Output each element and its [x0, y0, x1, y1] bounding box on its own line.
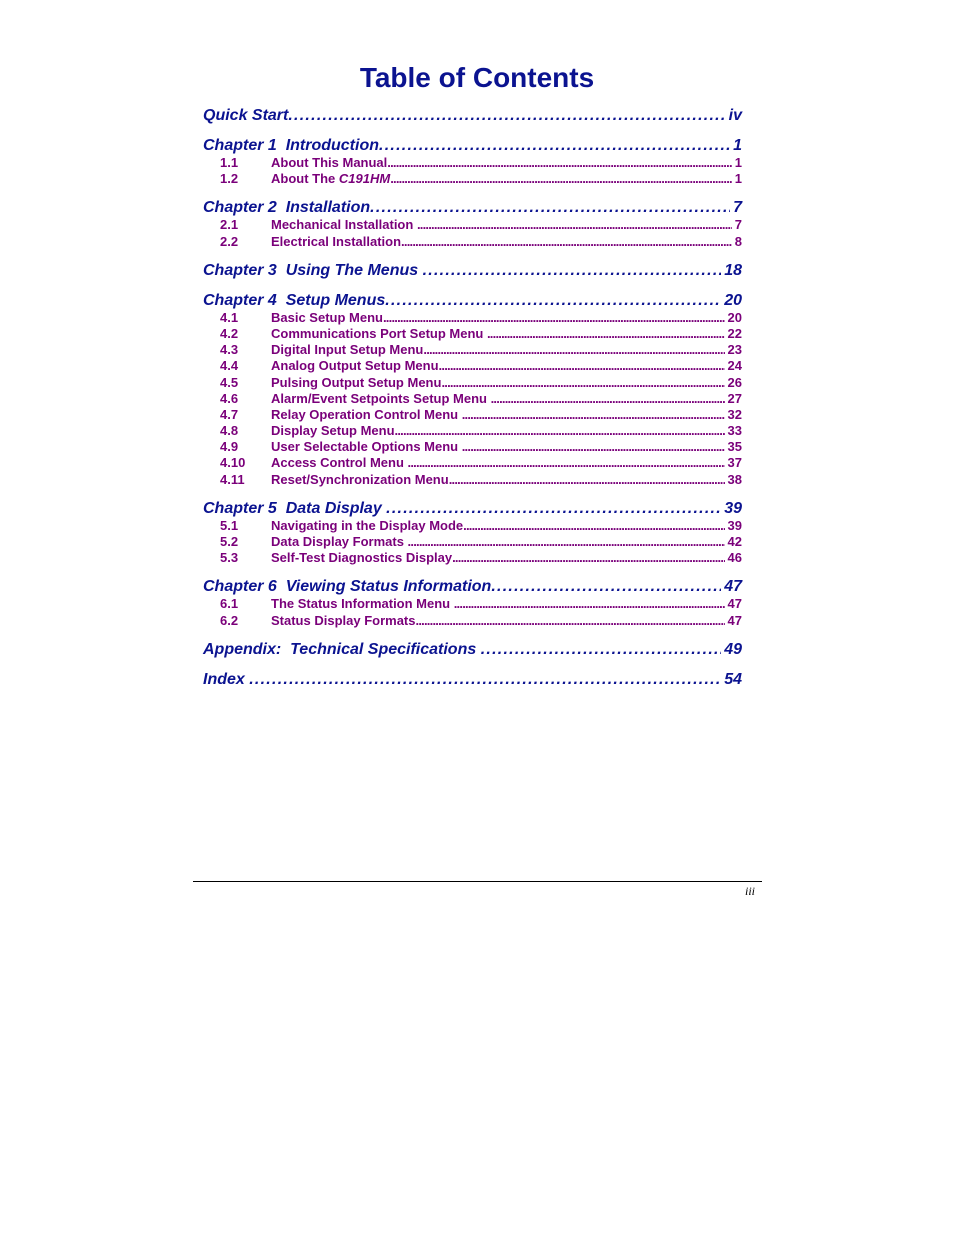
toc-chapter-entry[interactable] — [203, 500, 742, 518]
dot-leader — [416, 613, 725, 629]
entry-title — [203, 641, 481, 659]
page-number: 20 — [727, 309, 742, 325]
toc-chapter-entry[interactable] — [203, 262, 742, 280]
entry-title-text: Alarm/Event Setpoints Setup Menu — [271, 390, 491, 406]
entry-title — [271, 171, 390, 187]
section-number: 4.9 — [220, 439, 239, 455]
dot-leader — [463, 518, 724, 534]
toc-chapter-entry[interactable] — [203, 641, 742, 659]
page-number: 27 — [727, 390, 742, 406]
entry-title — [271, 472, 449, 488]
section-number: 4.1 — [220, 309, 239, 325]
page-number: 32 — [727, 406, 742, 422]
page-number: 8 — [734, 233, 742, 249]
page-number: 47 — [727, 612, 742, 628]
section-number: 6.1 — [220, 596, 239, 612]
section-number: 5.3 — [220, 550, 239, 566]
page-number: 54 — [724, 670, 742, 688]
page-number: 23 — [727, 342, 742, 358]
dot-leader — [487, 326, 725, 342]
page-number: 1 — [734, 171, 742, 187]
table-of-contents — [203, 100, 742, 689]
toc-section-entry[interactable] — [203, 613, 742, 629]
entry-title-text: The Status Information Menu — [271, 596, 454, 612]
page-number: 37 — [727, 455, 742, 471]
dot-leader — [423, 262, 722, 280]
entry-title-emphasis: C191HM — [338, 171, 391, 187]
entry-title — [271, 342, 423, 358]
toc-section-entry[interactable] — [203, 310, 742, 326]
section-number: 4.6 — [220, 390, 239, 406]
entry-title — [203, 199, 370, 217]
entry-title-text: Chapter 1 Introduction — [203, 137, 379, 154]
dot-leader — [387, 155, 731, 171]
entry-title-text: Chapter 5 Data Display — [203, 499, 387, 517]
section-number: 5.1 — [220, 517, 239, 533]
entry-title — [271, 217, 417, 233]
entry-title-text: User Selectable Options Menu — [271, 439, 462, 455]
entry-title-text: Electrical Installation — [271, 233, 402, 249]
toc-section-entry[interactable] — [203, 358, 742, 374]
section-number: 4.4 — [220, 358, 239, 374]
toc-section-entry[interactable] — [203, 596, 742, 612]
toc-section-entry[interactable] — [203, 375, 742, 391]
entry-title — [203, 578, 491, 596]
toc-section-entry[interactable] — [203, 423, 742, 439]
dot-leader — [383, 310, 725, 326]
page-title: Table of Contents — [359, 62, 595, 93]
dot-leader — [462, 407, 725, 423]
toc-section-entry[interactable] — [203, 455, 742, 471]
toc-section-entry[interactable] — [203, 439, 742, 455]
dot-leader — [423, 342, 724, 358]
page-number: 22 — [727, 325, 742, 341]
dot-leader — [452, 550, 724, 566]
toc-section-entry[interactable] — [203, 326, 742, 342]
entry-title-text: Pulsing Output Setup Menu — [271, 374, 442, 390]
toc-section-entry[interactable] — [203, 234, 742, 250]
page-number: 42 — [727, 534, 742, 549]
dot-leader — [481, 641, 722, 659]
entry-title — [271, 326, 487, 342]
entry-title — [271, 234, 401, 250]
page-number: 18 — [724, 261, 742, 279]
entry-title-text: Communications Port Setup Menu — [271, 325, 487, 341]
page-number: 33 — [727, 423, 742, 439]
footer-divider — [193, 881, 762, 882]
entry-title — [203, 500, 386, 518]
dot-leader — [395, 423, 725, 439]
entry-title-text: Display Setup Menu — [271, 423, 395, 439]
dot-leader — [370, 199, 730, 217]
section-number: 2.1 — [220, 217, 239, 233]
section-number: 1.1 — [220, 155, 239, 170]
toc-section-entry[interactable] — [203, 217, 742, 233]
page-number: 24 — [727, 358, 742, 374]
section-number: 4.7 — [220, 406, 239, 422]
entry-title-text: Chapter 3 Using The Menus — [203, 261, 423, 279]
entry-title-text: Navigating in the Display Mode — [271, 517, 464, 533]
dot-leader — [439, 358, 725, 374]
section-number: 4.8 — [220, 423, 239, 439]
entry-title — [271, 596, 454, 612]
toc-chapter-entry[interactable] — [203, 671, 742, 689]
entry-title-text: Mechanical Installation — [271, 217, 417, 233]
dot-leader — [454, 596, 725, 612]
entry-title — [271, 375, 441, 391]
section-number: 4.11 — [220, 471, 245, 487]
toc-section-entry[interactable] — [203, 472, 742, 488]
page-number: 7 — [734, 217, 742, 233]
toc-section-entry[interactable] — [203, 342, 742, 358]
page-number: 7 — [733, 199, 742, 217]
dot-leader — [491, 391, 725, 407]
entry-title-text: Data Display Formats — [271, 534, 408, 549]
page-number: 1 — [734, 155, 742, 170]
entry-title — [271, 423, 395, 439]
section-number: 5.2 — [220, 534, 239, 549]
dot-leader — [408, 455, 725, 471]
entry-title — [271, 550, 452, 566]
dot-leader — [379, 137, 730, 155]
toc-chapter-entry[interactable] — [203, 199, 742, 217]
section-number: 4.10 — [220, 455, 246, 471]
toc-chapter-entry[interactable] — [203, 107, 742, 125]
entry-title — [271, 439, 462, 455]
entry-title-text: Chapter 2 Installation — [203, 199, 371, 217]
toc-chapter-entry[interactable] — [203, 292, 742, 310]
entry-title — [271, 407, 462, 423]
entry-title — [203, 137, 379, 155]
page-number: 49 — [724, 640, 742, 658]
toc-section-entry[interactable] — [203, 518, 742, 534]
entry-title-text: Quick Start — [203, 107, 289, 124]
dot-leader — [390, 171, 732, 187]
page-number: 20 — [724, 291, 742, 309]
entry-title-text: Chapter 6 Viewing Status Information — [203, 578, 492, 596]
entry-title-text: Basic Setup Menu — [271, 309, 383, 325]
toc-chapter-entry[interactable] — [203, 578, 742, 596]
entry-title-text: Analog Output Setup Menu — [271, 358, 439, 374]
page-number: 26 — [727, 374, 742, 390]
entry-title — [271, 358, 439, 374]
dot-leader — [386, 500, 721, 518]
entry-title — [203, 262, 423, 280]
page-number: iv — [728, 107, 742, 124]
section-number: 1.2 — [220, 171, 239, 187]
entry-title-text: Status Display Formats — [271, 612, 416, 628]
entry-title — [271, 155, 387, 171]
dot-leader — [401, 234, 732, 250]
page-number: 47 — [724, 578, 742, 596]
entry-title-text: Digital Input Setup Menu — [271, 342, 424, 358]
entry-title-text: Reset/Synchronization Menu — [271, 471, 449, 487]
toc-section-entry[interactable] — [203, 155, 742, 171]
dot-leader — [408, 534, 725, 550]
entry-title-text: Access Control Menu — [271, 455, 408, 471]
entry-title-text: Relay Operation Control Menu — [271, 406, 462, 422]
section-number: 4.2 — [220, 325, 239, 341]
section-number: 6.2 — [220, 612, 239, 628]
toc-section-entry[interactable] — [203, 534, 742, 550]
entry-title — [203, 671, 249, 689]
page-number: 39 — [724, 499, 742, 517]
entry-title — [271, 518, 463, 534]
toc-section-entry[interactable] — [203, 550, 742, 566]
entry-title — [271, 613, 416, 629]
section-number: 4.3 — [220, 342, 239, 358]
entry-title-text: About The — [271, 171, 339, 187]
toc-section-entry[interactable] — [203, 171, 742, 187]
entry-title — [271, 455, 408, 471]
toc-chapter-entry[interactable] — [203, 137, 742, 155]
section-number: 4.5 — [220, 374, 239, 390]
entry-title-text: Self-Test Diagnostics Display — [271, 550, 453, 566]
page-number: 39 — [727, 517, 742, 533]
dot-leader — [462, 439, 725, 455]
footer-page-number: iii — [744, 884, 755, 898]
entry-title — [271, 310, 383, 326]
page-number: 46 — [727, 550, 742, 566]
entry-title — [203, 292, 385, 310]
dot-leader — [417, 217, 732, 233]
dot-leader — [491, 578, 721, 596]
dot-leader — [385, 292, 721, 310]
page-number: 1 — [733, 137, 742, 154]
dot-leader — [249, 671, 721, 689]
entry-title-text: About This Manual — [271, 155, 388, 170]
entry-title — [203, 107, 288, 125]
dot-leader — [441, 375, 724, 391]
entry-title — [271, 534, 408, 550]
entry-title-text: Index — [203, 670, 250, 688]
page-number: 38 — [727, 471, 742, 487]
entry-title-text: Chapter 4 Setup Menus — [203, 291, 386, 309]
toc-section-entry[interactable] — [203, 391, 742, 407]
dot-leader — [449, 472, 725, 488]
entry-title — [271, 391, 491, 407]
entry-title-text: Appendix: Technical Specifications — [203, 640, 481, 658]
page-number: 47 — [727, 596, 742, 612]
section-number: 2.2 — [220, 233, 239, 249]
dot-leader — [288, 107, 725, 125]
toc-section-entry[interactable] — [203, 407, 742, 423]
page-number: 35 — [727, 439, 742, 455]
